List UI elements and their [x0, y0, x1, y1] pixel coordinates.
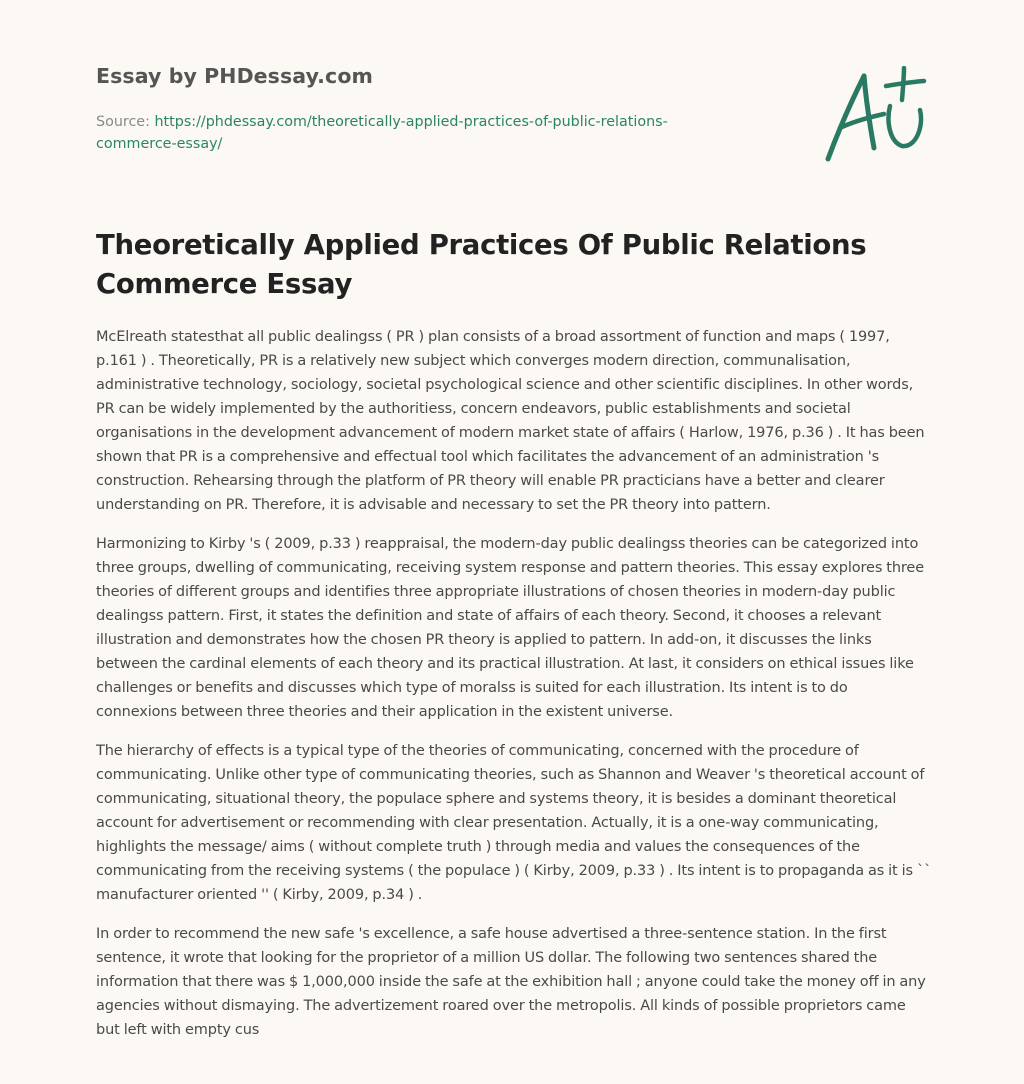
- essay-title: Theoretically Applied Practices Of Public Relations Commerce Essay: [96, 229, 867, 300]
- essay-body: [96, 325, 932, 1057]
- site-brand: Essay by PHDessay.com: [96, 64, 373, 88]
- essay-paragraph: The hierarchy of effects is a typical type of the theories of communicating, concerned with the procedure of communicating. Unlike other type of communicating theories, such as Shannon and Weaver 's theoretical account of communicating, situational theory, the populace sphere and systems theory, it is besides a dominant theoretical account for advertisement or recommending with clear presentation. Actually, it is a one-way communicating, highlights the message/ aims ( without complete truth ) through media and values the consequences of the communicating from the receiving systems ( the populace ) ( Kirby, 2009, p.33 ) . Its intent is to propaganda as it is `` manufacturer oriented '' ( Kirby, 2009, p.34 ) .: [96, 743, 932, 903]
- essay-paragraph: In order to recommend the new safe 's excellence, a safe house advertised a three-sentence station. In the first sentence, it wrote that looking for the proprietor of a million US dollar. The following two sentences shared the information that there was $ 1,000,000 inside the safe at the exhibition hall ; anyone could take the money off in any agencies without dismaying. The advertizement roared over the metropolis. All kinds of possible proprietors came but left with empty cus: [96, 926, 926, 1038]
- a-plus-logo-icon: [824, 66, 928, 164]
- source-link[interactable]: https://phdessay.com/theoretically-applied-practices-of-public-relations-commerce-essay/: [96, 114, 668, 152]
- source-label: Source:: [96, 114, 155, 130]
- essay-paragraph: McElreath statesthat all public dealingss ( PR ) plan consists of a broad assortment of function and maps ( 1997, p.161 ) . Theoretically, PR is a relatively new subject which converges modern direction, communalisation, administrative technology, sociology, societal psychological science and other scientific disciplines. In other words, PR can be widely implemented by the authoritiess, concern endeavors, public establishments and societal organisations in the development advancement of modern market state of affairs ( Harlow, 1976, p.36 ) . It has been shown that PR is a comprehensive and effectual tool which facilitates the advancement of an administration 's construction. Rehearsing through the platform of PR theory will enable PR practicians have a better and clearer understanding on PR. Therefore, it is advisable and necessary to set the PR theory into pattern.: [96, 329, 925, 513]
- essay-paragraph: Harmonizing to Kirby 's ( 2009, p.33 ) reappraisal, the modern-day public dealingss theories can be categorized into three groups, dwelling of communicating, receiving system response and pattern theories. This essay explores three theories of different groups and identifies three appropriate illustrations of chosen theories in modern-day public dealingss pattern. First, it states the definition and state of affairs of each theory. Second, it chooses a relevant illustration and demonstrates how the chosen PR theory is applied to pattern. In add-on, it discusses the links between the cardinal elements of each theory and its practical illustration. At last, it considers on ethical issues like challenges or benefits and discusses which type of moralss is suited for each illustration. Its intent is to do connexions between three theories and their application in the existent universe.: [96, 536, 925, 720]
- source-line: [96, 112, 736, 155]
